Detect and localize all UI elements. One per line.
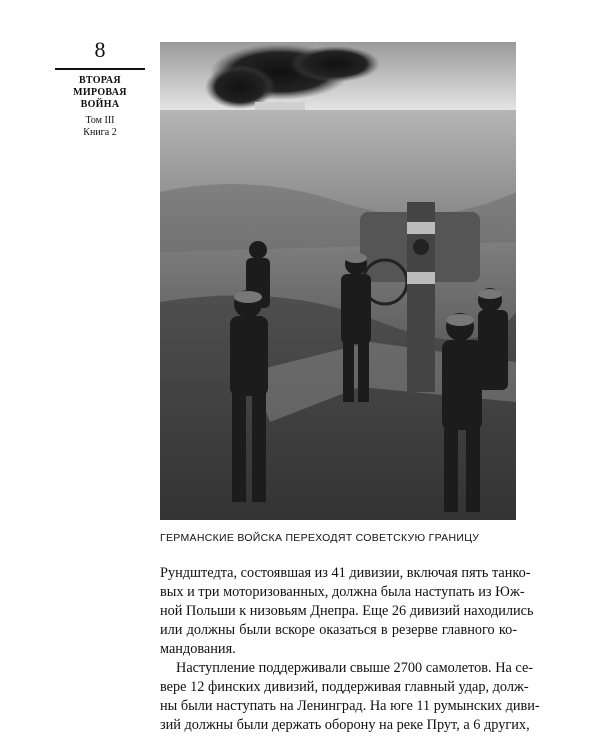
volume-label: Том III [85,115,115,126]
text-line: вых и три моторизованных, должна была наступать из Юж- [160,584,525,600]
text-line: зий должны были держать оборону на реке Прут, а 6 других, [160,717,530,733]
text-line: или должны были вскоре оказаться в резерве главного ко- [160,622,517,638]
book-label: Книга 2 [83,127,117,138]
body-text [160,564,540,735]
text-line: мандования. [160,641,236,657]
series-title-line: ВОЙНА [80,99,120,110]
series-title-line: ВТОРАЯ [79,75,121,86]
series-title-line: МИРОВАЯ [73,87,127,98]
war-photograph [160,42,516,520]
series-title [55,75,145,111]
text-line: ной Польши к низовьям Днепра. Еще 26 дивизий находились [160,603,534,619]
volume-info [55,115,145,139]
header-rule [55,68,145,70]
page-number: 8 [94,37,106,62]
text-line: вере 12 финских дивизий, поддерживая главный удар, долж- [160,679,529,695]
photo-caption: ГЕРМАНСКИЕ ВОЙСКА ПЕРЕХОДЯТ СОВЕТСКУЮ ГРАНИЦУ [160,532,480,544]
photo-illustration [160,42,516,520]
text-line: Рундштедта, состоявшая из 41 дивизии, включая пять танко- [160,565,531,581]
running-header [55,38,145,139]
text-line: Наступление поддерживали свыше 2700 самолетов. На се- [176,660,534,676]
text-line: ны были наступать на Ленинград. На юге 11 румынских диви- [160,698,540,714]
